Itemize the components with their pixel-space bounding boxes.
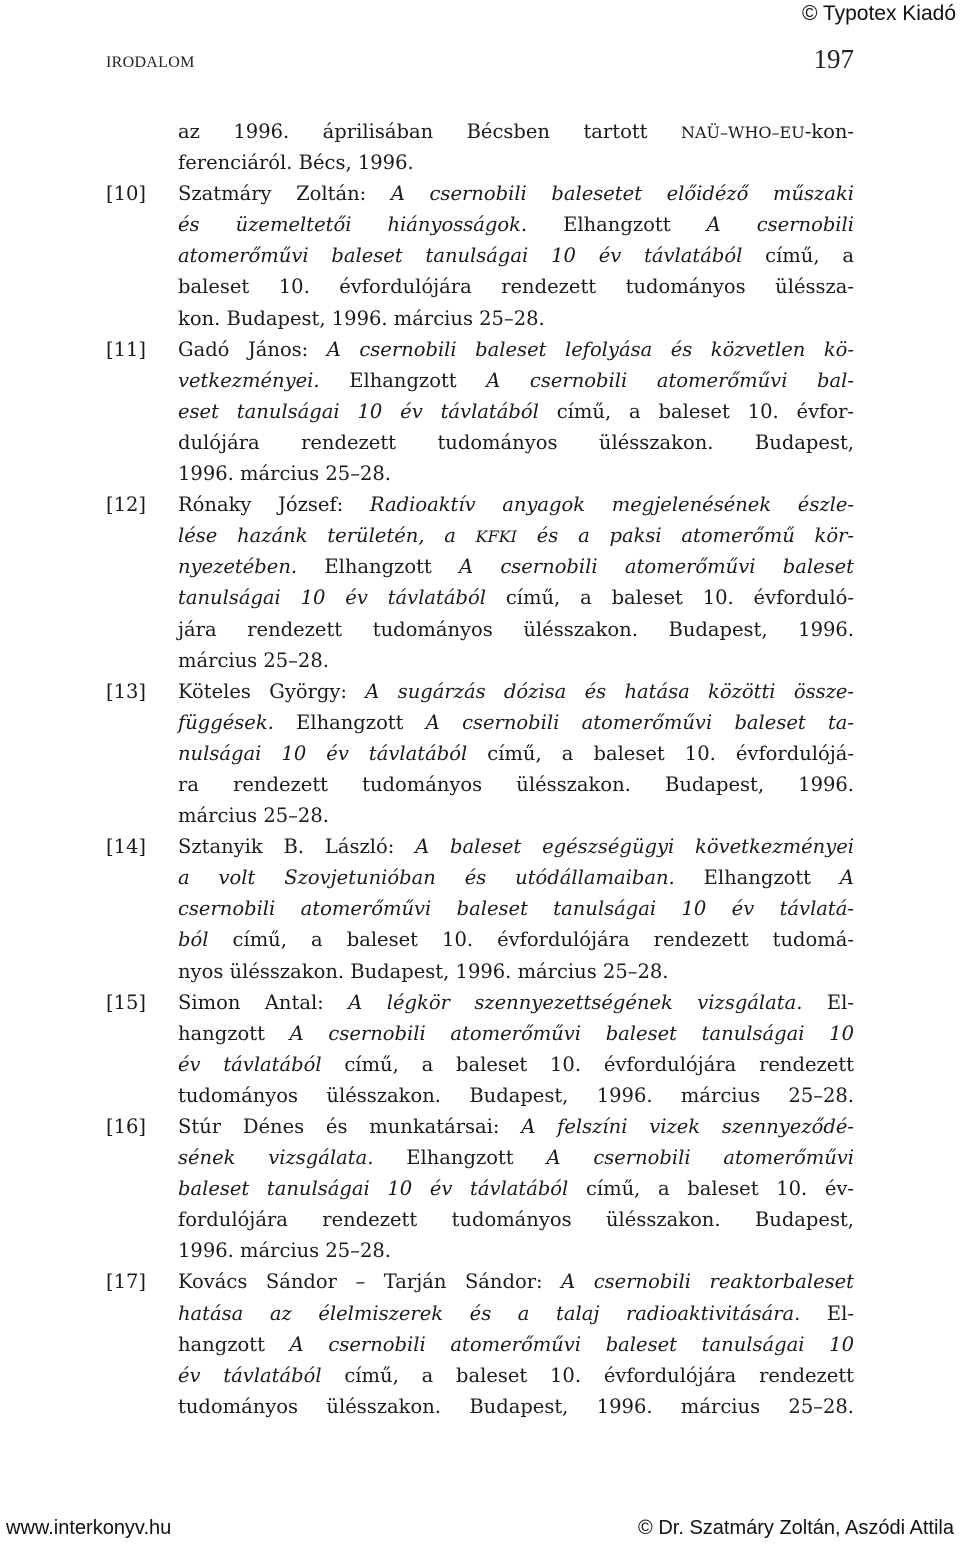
reference-entry: [11] Gadó János: A csernobili baleset lefolyása és közvetlen kö- vetkezményei. Elhangzott A csernobili atomerőművi bal- eset tanulságai 10 év távlatából című, a baleset 10. évfor- dulójára rendezett tudományos ülésszakon. Budapest, 1996. március 25–28. — [106, 334, 854, 489]
running-head: IRODALOM — [106, 54, 195, 71]
reference-entry: [14] Sztanyik B. László: A baleset egészségügyi következményei a volt Szovjetunióban és utódállamaiban. Elhangzott A csernobili atomerőművi baleset tanulságai 10 év távlatá- ból című, a baleset 10. évfordulójára rendezett tudomá- nyos ülésszakon. Budapest, 1996. március 25–28. — [106, 831, 854, 986]
publisher-credit: © Typotex Kiadó — [801, 2, 956, 25]
footer-copyright: © Dr. Szatmáry Zoltán, Aszódi Attila — [638, 1517, 954, 1539]
reference-number: [10] — [106, 182, 147, 206]
reference-number: [17] — [106, 1270, 147, 1294]
reference-entry: [13] Köteles György: A sugárzás dózisa és hatása közötti össze- függések. Elhangzott A csernobili atomerőművi baleset ta- nulságai 10 év távlatából című, a baleset 10. évfordulójá- ra rendezett tudományos ülésszakon. Budapest, 1996. március 25–28. — [106, 676, 854, 831]
reference-entry: [15] Simon Antal: A légkör szennyezettségének vizsgálata. El- hangzott A csernobili atomerőművi baleset tanulságai 10 év távlatából című, a baleset 10. évfordulójára rendezett tudományos ülésszakon. Budapest, 1996. március 25–28. — [106, 987, 854, 1111]
reference-entry: [12] Rónaky József: Radioaktív anyagok megjelenésének észle- lése hazánk területén, a KFKI és a paksi atomerőmű kör- nyezetében. Elhangzott A csernobili atomerőművi baleset tanulságai 10 év távlatából című, a baleset 10. évforduló- jára rendezett tudományos ülésszakon. Budapest, 1996. március 25–28. — [106, 489, 854, 676]
reference-number: [15] — [106, 990, 147, 1014]
reference-number: [14] — [106, 835, 147, 859]
reference-entry: [16] Stúr Dénes és munkatársai: A felszíni vizek szennyeződé- sének vizsgálata. Elhangzott A csernobili atomerőművi baleset tanulságai 10 év távlatából című, a baleset 10. év- fordulójára rendezett tudományos ülésszakon. Budapest, 1996. március 25–28. — [106, 1111, 854, 1266]
reference-number: [13] — [106, 679, 147, 703]
footer-website: www.interkonyv.hu — [6, 1517, 172, 1539]
reference-number: [12] — [106, 493, 147, 517]
reference-entry-continuation: az 1996. áprilisában Bécsben tartott NAÜ–WHO–EU-kon- ferenciáról. Bécs, 1996. — [178, 120, 854, 175]
page-number: 197 — [813, 44, 854, 74]
reference-entry: [10] Szatmáry Zoltán: A csernobili balesetet előidéző műszaki és üzemeltetői hiányosságok. Elhangzott A csernobili atomerőművi baleset tanulságai 10 év távlatából című, a baleset 10. évfordulójára rendezett tudományos üléssza- kon. Budapest, 1996. március 25–28. — [106, 178, 854, 333]
reference-entry: [17] Kovács Sándor – Tarján Sándor: A csernobili reaktorbaleset hatása az élelmiszerek és a talaj radioaktivitására. El- hangzott A csernobili atomerőművi baleset tanulságai 10 év távlatából című, a baleset 10. évfordulójára rendezett tudományos ülésszakon. Budapest, 1996. március 25–28. — [106, 1266, 854, 1421]
reference-list — [106, 116, 854, 1422]
reference-number: [16] — [106, 1115, 147, 1138]
reference-number: [11] — [106, 337, 147, 361]
